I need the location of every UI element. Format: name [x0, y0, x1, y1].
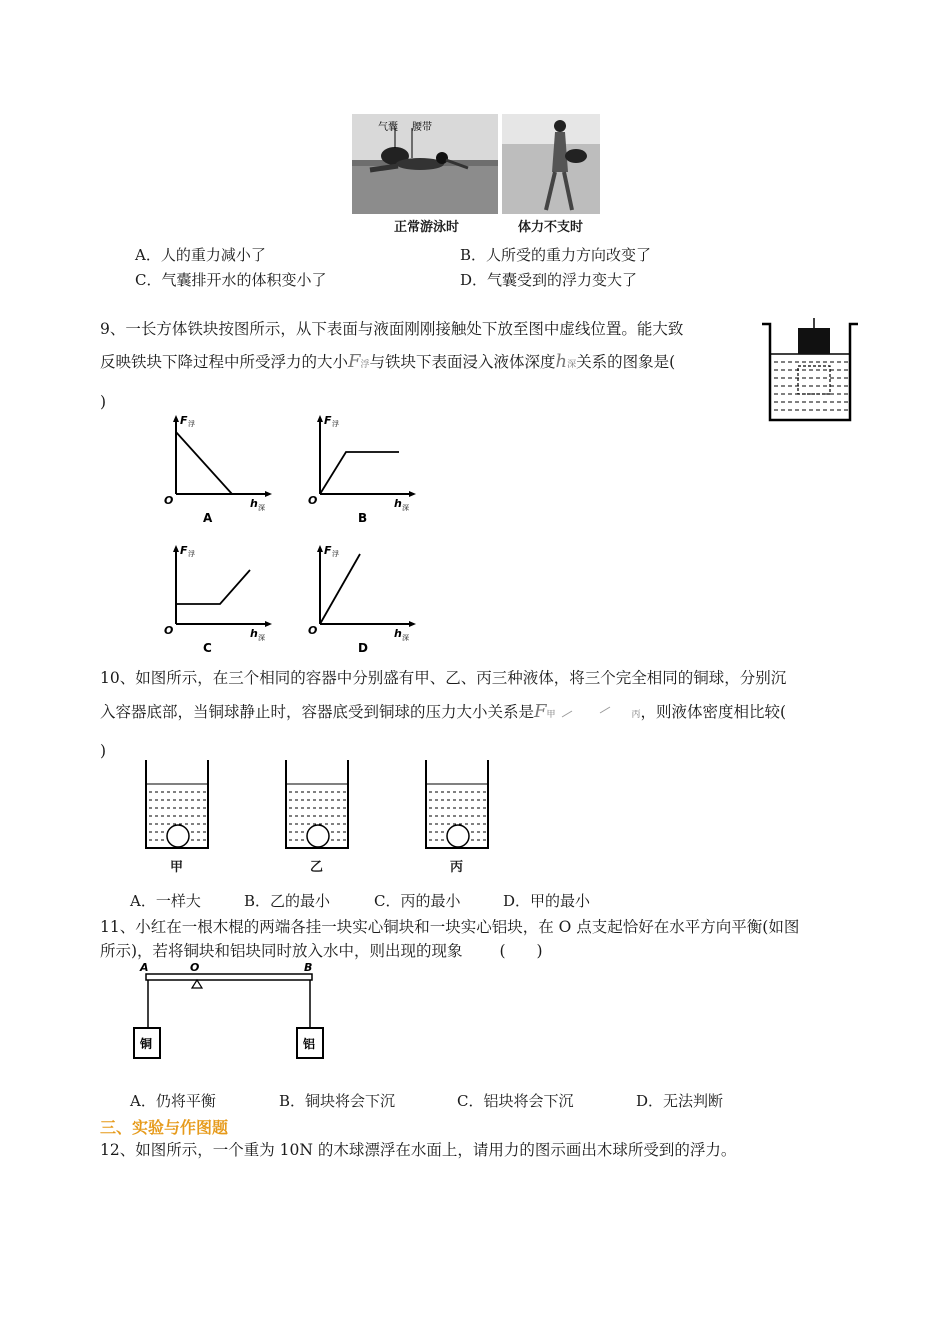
q9-line2 — [100, 352, 675, 375]
q11-option-a: A．仍将平衡 — [130, 1092, 216, 1110]
q11-option-c: C．铝块将会下沉 — [457, 1092, 574, 1110]
q10-line2 — [100, 702, 786, 725]
q10-option-b: B．乙的最小 — [244, 892, 331, 910]
q11-label-b: B — [304, 961, 313, 974]
q9-symbol-h: h深 — [555, 351, 577, 372]
caption-exhausted: 体力不支时 — [518, 220, 584, 235]
q9-graph-d-yaxis: F — [324, 544, 332, 557]
q10-line1: 10、如图所示，在三个相同的容器中分别盛有甲、乙、丙三种液体，将三个完全相同的铜球，分别沉 — [100, 669, 787, 687]
q9-graph-a-yaxis: F — [180, 414, 188, 427]
q10-line2-pre: 入容器底部，当铜球静止时，容器底受到铜球的压力大小关系是 — [100, 703, 535, 721]
q10-line2-post: ，则液体密度相比较( — [640, 703, 787, 721]
q9-graph-c-yaxis-sub: 浮 — [188, 550, 195, 558]
q11-answer-paren: ( ) — [499, 942, 543, 960]
q9-graph-d-label: D — [358, 641, 368, 655]
q10-option-d: D．甲的最小 — [503, 892, 591, 910]
q9-graph-a-xaxis-sub: 深 — [258, 504, 265, 512]
q9-graph-a-origin: O — [164, 494, 174, 507]
q9-graph-c — [160, 542, 275, 657]
caption-normal: 正常游泳时 — [394, 220, 460, 235]
q9-graph-c-yaxis: F — [180, 544, 188, 557]
q10-container-jia — [138, 758, 218, 876]
q8-option-c: C．气囊排开水的体积变小了 — [135, 271, 327, 289]
q9-graph-d-xaxis: h — [394, 627, 402, 640]
q9-graph-b-label: B — [358, 511, 368, 525]
q9-line1: 9、一长方体铁块按图所示，从下表面与液面刚刚接触处下放至图中虚线位置。能大致 — [100, 320, 684, 338]
q9-graph-c-xaxis: h — [250, 627, 258, 640]
q8-option-a: A．人的重力减小了 — [135, 246, 266, 264]
q11-line2-text: 所示)，若将铜块和铝块同时放入水中，则出现的现象 — [100, 942, 463, 960]
belt-label: 腰带 — [412, 122, 432, 133]
q10-option-c: C．丙的最小 — [374, 892, 461, 910]
q10-line3: ) — [100, 742, 107, 760]
q9-graph-c-xaxis-sub: 深 — [258, 634, 265, 642]
q9-line2-pre: 反映铁块下降过程中所受浮力的大小 — [100, 353, 349, 371]
q11-block-copper: 铜 — [140, 1037, 153, 1051]
q11-block-aluminum: 铝 — [303, 1037, 316, 1051]
q9-graph-a-label: A — [203, 511, 213, 525]
q8-option-b: B．人所受的重力方向改变了 — [460, 246, 652, 264]
q12-line1: 12、如图所示，一个重为 10N 的木球漂浮在水面上，请用力的图示画出木球所受到的浮力。 — [100, 1141, 737, 1159]
q10-label-jia: 甲 — [170, 860, 184, 875]
q9-beaker-diagram — [760, 318, 860, 424]
q9-graph-b-yaxis-sub: 浮 — [332, 420, 339, 428]
q10-label-yi: 乙 — [310, 860, 324, 875]
q9-graph-d-yaxis-sub: 浮 — [332, 550, 339, 558]
section-title: 三、实验与作图题 — [100, 1118, 229, 1137]
q10-container-yi — [278, 758, 358, 876]
q9-line3: ) — [100, 393, 107, 411]
q9-line2-post: 关系的图象是( — [576, 353, 676, 371]
q11-line1: 11、小红在一根木棍的两端各挂一块实心铜块和一块实心铝块，在 O 点支起恰好在水平方向平衡(如图 — [100, 918, 800, 936]
q9-graph-b — [304, 412, 419, 527]
q9-graph-c-origin: O — [164, 624, 174, 637]
airbag-label: 气囊 — [378, 122, 398, 133]
q9-graph-a-yaxis-sub: 浮 — [188, 420, 195, 428]
q11-option-d: D．无法判断 — [636, 1092, 724, 1110]
q11-lever-diagram — [126, 958, 336, 1066]
q8-option-d: D．气囊受到的浮力变大了 — [460, 271, 638, 289]
q11-option-b: B．铜块将会下沉 — [279, 1092, 396, 1110]
q9-graph-d-xaxis-sub: 深 — [402, 634, 409, 642]
q10-symbol-f: F甲 — [534, 701, 556, 722]
q10-label-bing: 丙 — [450, 860, 464, 875]
q11-label-a: A — [140, 961, 149, 974]
q10-relation-glyphs — [556, 703, 632, 723]
q9-symbol-f: F浮 — [348, 351, 370, 372]
q9-graph-d-origin: O — [308, 624, 318, 637]
q9-graph-b-origin: O — [308, 494, 318, 507]
q9-graph-b-yaxis: F — [324, 414, 332, 427]
q10-option-a: A．一样大 — [130, 892, 201, 910]
q9-graph-b-xaxis: h — [394, 497, 402, 510]
q11-label-o: O — [190, 961, 200, 974]
q10-sub-bing: 丙 — [631, 710, 641, 720]
q9-line2-mid: 与铁块下表面浸入液体深度 — [369, 353, 556, 371]
q9-graph-d — [304, 542, 419, 657]
q9-graph-c-label: C — [203, 641, 212, 655]
swimmer-photo — [350, 112, 602, 236]
q9-graph-b-xaxis-sub: 深 — [402, 504, 409, 512]
q9-graph-a — [160, 412, 275, 527]
q10-container-bing — [418, 758, 498, 876]
q9-graph-a-xaxis: h — [250, 497, 258, 510]
